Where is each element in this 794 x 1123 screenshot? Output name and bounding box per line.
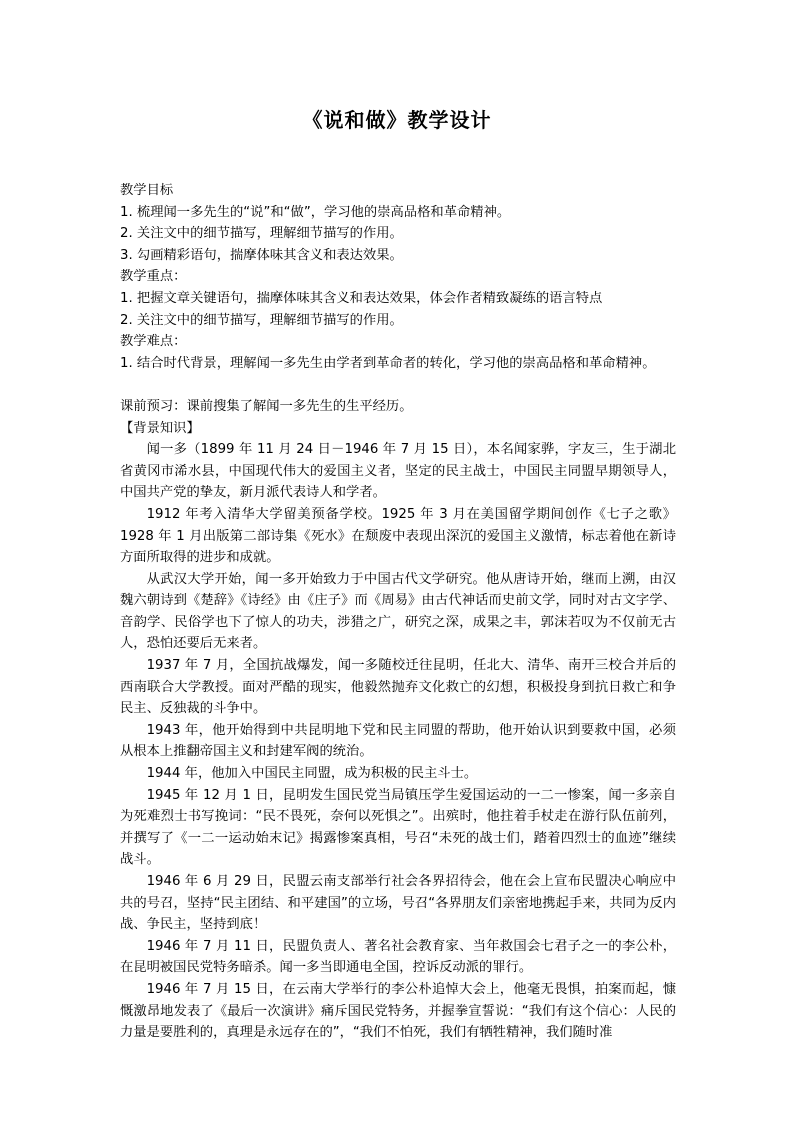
background-paragraph: 1943 年，他开始得到中共昆明地下党和民主同盟的帮助，他开始认识到要救中国，必须从根本上推翻帝国主义和封建军阀的统治。 — [120, 722, 676, 760]
background-paragraph: 1946 年 7 月 15 日，在云南大学举行的李公朴追悼大会上，他毫无畏惧，拍案而起，慷慨激昂地发表了《最后一次演讲》痛斥国民党特务，并握拳宣誓说：“我们有这个信心：人民的力量是要胜利的，真理是永远存在的”，“我们不怕死，我们有牺牲精神，我们随时准 — [120, 981, 676, 1041]
background-paragraph: 1945 年 12 月 1 日，昆明发生国民党当局镇压学生爱国运动的一二一惨案，闻一多亲自为死难烈士书写挽词：“民不畏死，奈何以死惧之”。出殡时，他拄着手杖走在游行队伍前列，并撰写了《一二一运动始末记》揭露惨案真相，号召“未死的战士们，踏着四烈士的血迹”继续战斗。 — [120, 787, 676, 868]
objectives-heading: 教学目标 — [120, 183, 174, 198]
objective-item: 3. 勾画精彩语句，揣摩体味其含义和表达效果。 — [120, 247, 403, 263]
difficulty-item: 1. 结合时代背景，理解闻一多先生由学者到革命者的转化，学习他的崇高品格和革命精神。 — [120, 355, 656, 371]
objective-item: 2. 关注文中的细节描写，理解细节描写的作用。 — [120, 226, 403, 242]
document-body — [120, 180, 676, 1044]
key-point-item: 1. 把握文章关键语句，揣摩体味其含义和表达效果，体会作者精致凝练的语言特点 — [120, 290, 603, 306]
background-paragraph: 从武汉大学开始，闻一多开始致力于中国古代文学研究。他从唐诗开始，继而上溯，由汉魏六朝诗到《楚辞》《诗经》由《庄子》而《周易》由古代神话而史前文学，同时对古文字学、音韵学、民俗学也下了惊人的功夫，涉猎之广，研究之深，成果之丰，郭沫若叹为不仅前无古人，恐怕还要后无来者。 — [120, 571, 676, 652]
background-paragraph: 闻一多（1899 年 11 月 24 日－1946 年 7 月 15 日），本名闻家骅，字友三，生于湖北省黄冈市浠水县，中国现代伟大的爱国主义者，坚定的民主战士，中国民主同盟早期领导人，中国共产党的挚友，新月派代表诗人和学者。 — [120, 442, 676, 501]
background-heading: 【背景知识】 — [120, 420, 200, 436]
objective-item: 1. 梳理闻一多先生的“说”和“做”，学习他的崇高品格和革命精神。 — [120, 204, 511, 220]
background-paragraph: 1912 年考入清华大学留美预备学校。1925 年 3 月在美国留学期间创作《七子之歌》1928 年 1 月出版第二部诗集《死水》在颓废中表现出深沉的爱国主义激情，标志着他在新诗方面所取得的进步和成就。 — [120, 506, 676, 566]
blank-line — [120, 374, 676, 396]
background-paragraph: 1946 年 6 月 29 日，民盟云南支部举行社会各界招待会，他在会上宣布民盟决心响应中共的号召，坚持“民主团结、和平建国”的立场，号召“各界朋友们亲密地携起手来，共同为反内战、争民主，坚持到底！ — [120, 874, 676, 933]
background-paragraph: 1946 年 7 月 11 日，民盟负责人、著名社会教育家、当年救国会七君子之一的李公朴，在昆明被国民党特务暗杀。闻一多当即通电全国，控诉反动派的罪行。 — [120, 938, 676, 976]
preview-note: 课前预习：课前搜集了解闻一多先生的生平经历。 — [120, 398, 413, 414]
key-points-heading: 教学重点： — [120, 269, 187, 285]
difficulties-heading: 教学难点： — [120, 334, 187, 350]
document-title: 《说和做》教学设计 — [302, 108, 492, 132]
key-point-item: 2. 关注文中的细节描写，理解细节描写的作用。 — [120, 312, 403, 328]
background-paragraph: 1944 年，他加入中国民主同盟，成为积极的民主斗士。 — [146, 766, 478, 782]
background-paragraph: 1937 年 7 月，全国抗战爆发，闻一多随校迁往昆明，任北大、清华、南开三校合并后的西南联合大学教授。面对严酷的现实，他毅然抛弃文化救亡的幻想，积极投身到抗日救亡和争民主、反独裁的斗争中。 — [120, 658, 676, 717]
